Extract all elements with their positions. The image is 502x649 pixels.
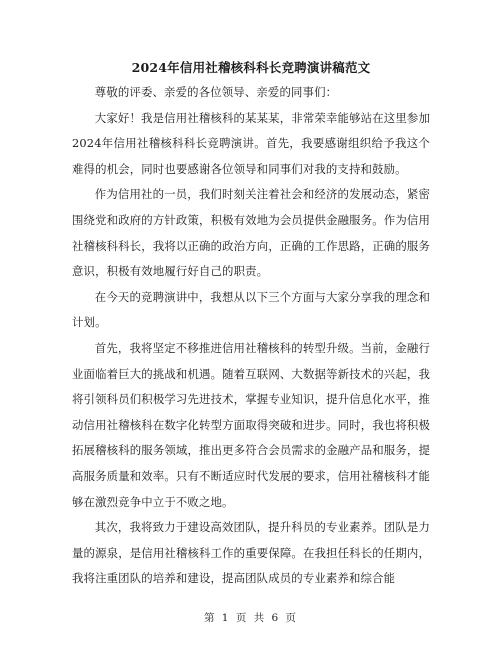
document-body [72,80,430,592]
page-number-footer: 第 1 页 共 6 页 [203,612,299,624]
body-paragraph: 其次，我将致力于建设高效团队，提升科员的专业素养。团队是力量的源泉，是信用社稽核科工作的重要保障。在我担任科长的任期内，我将注重团队的培养和建设，提高团队成员的专业素养和综合能 [72,520,430,586]
body-paragraph: 首先，我将坚定不移推进信用社稽核科的转型升级。当前，金融行业面临着巨大的挑战和机遇。随着互联网、大数据等新技术的兴起，我将引领科员们积极学习先进技术，掌握专业知识，提升信息化水平，推动信用社稽核科在数字化转型方面取得突破和进步。同时，我也将积极拓展稽核科的服务领域，推出更多符合会员需求的金融产品和服务，提高服务质量和效率。只有不断适应时代发展的要求，信用社稽核科才能够在激烈竞争中立于不败之地。 [72,340,430,509]
body-paragraph: 作为信用社的一员，我们时刻关注着社会和经济的发展动态，紧密围绕党和政府的方针政策，积极有效地为会员提供金融服务。作为信用社稽核科科长，我将以正确的政治方向，正确的工作思路，正确的服务意识，积极有效地履行好自己的职责。 [72,187,430,279]
body-paragraph: 在今天的竞聘演讲中，我想从以下三个方面与大家分享我的理念和计划。 [72,289,430,330]
salutation-paragraph: 尊敬的评委、亲爱的各位领导、亲爱的同事们： [94,85,338,99]
body-paragraph: 大家好！我是信用社稽核科的某某某，非常荣幸能够站在这里参加2024年信用社稽核科科长竞聘演讲。首先，我要感谢组织给予我这个难得的机会，同时也要感谢各位领导和同事们对我的支持和鼓励。 [72,110,430,176]
document-title: 2024年信用社稽核科科长竞聘演讲稿范文 [131,60,371,75]
